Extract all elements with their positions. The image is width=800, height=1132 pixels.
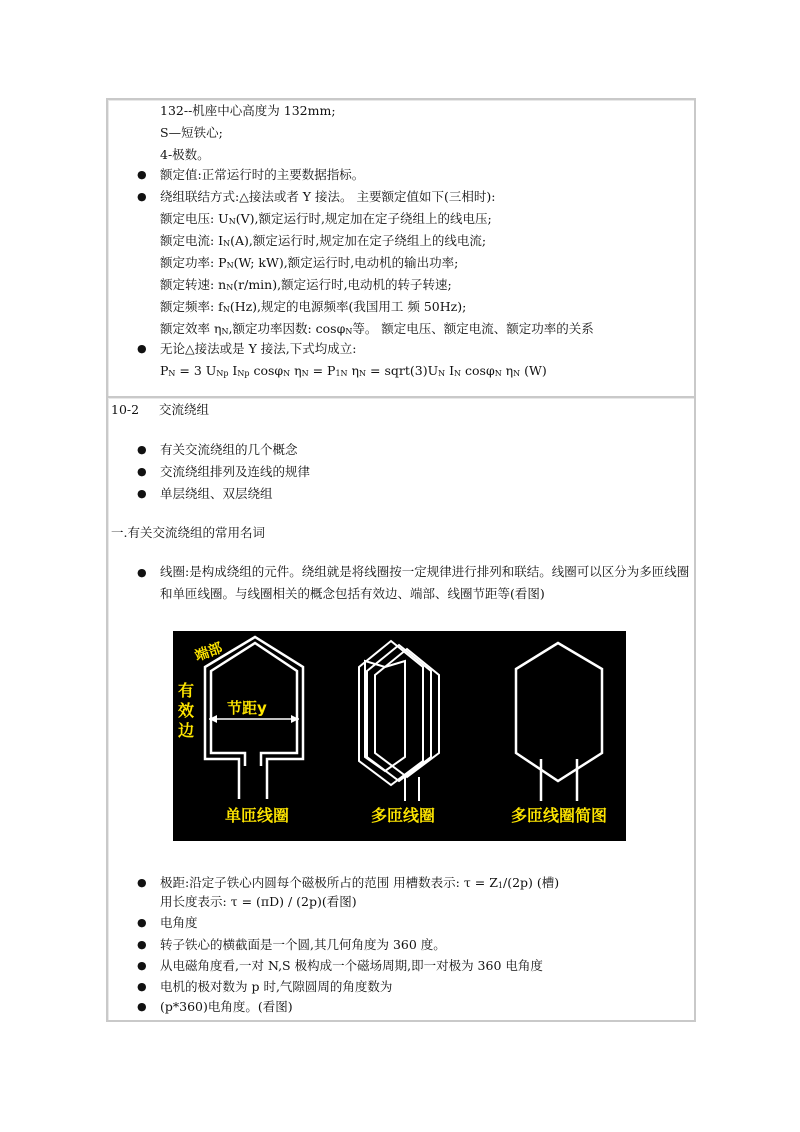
bullet-icon: ●: [137, 980, 147, 993]
connection-method: 绕组联结方式:△接法或者 Y 接法。 主要额定值如下(三相时):: [160, 189, 496, 204]
side-label-2: 效: [178, 701, 195, 720]
bullet-icon: ●: [137, 190, 147, 203]
pole-pitch-length: 用长度表示: τ = (πD) / (2p)(看图): [160, 894, 357, 909]
bullet-icon: ●: [137, 566, 147, 579]
section-title: 交流绕组: [158, 402, 209, 417]
any-connection-note: 无论△接法或是 Y 接法,下式均成立:: [160, 341, 357, 356]
model-line-poles: 4-极数。: [160, 147, 210, 162]
model-line-frame-height: 132--机座中心高度为 132mm;: [160, 103, 336, 118]
side-label-1: 有: [178, 681, 195, 700]
bullet-icon: ●: [137, 876, 147, 889]
bullet-icon: ●: [137, 342, 147, 355]
bullet-icon: ●: [137, 938, 147, 951]
caption-multi-turn-simple: 多匝线圈简图: [511, 806, 608, 825]
pitch-label: 节距y: [227, 699, 267, 717]
multi-turn-coil: [359, 641, 439, 801]
electrical-angle-item: (p*360)电角度。(看图): [160, 999, 293, 1014]
rated-frequency: 额定频率: $f_N(Hz)$,规定的电源频率(我国用工 频 50Hz);: [160, 299, 467, 314]
electrical-angle-item: 从电磁角度看,一对 N,S 极构成一个磁场周期,即一对极为 360 电角度: [160, 958, 543, 973]
rated-power: 额定功率: $P_N(W$; kW),额定运行时,电动机的输出功率;: [160, 255, 459, 270]
bullet-icon: ●: [137, 465, 147, 478]
subheading-terms: 一.有关交流绕组的常用名词: [111, 525, 265, 540]
pole-pitch-slots: 极距:沿定子铁心内圆每个磁极所占的范围 用槽数表示: $\tau = Z_1/(2p)$ (槽): [160, 875, 560, 890]
end-label: 端部: [192, 640, 225, 665]
topic-item: 交流绕组排列及连线的规律: [160, 464, 311, 479]
bullet-icon: ●: [137, 487, 147, 500]
section-heading: [111, 401, 209, 419]
electrical-angle-item: 电角度: [160, 915, 198, 930]
bullet-icon: ●: [137, 443, 147, 456]
rated-values-definition: 额定值:正常运行时的主要数据指标。: [160, 167, 365, 182]
section-number: 10-2: [111, 402, 140, 417]
single-turn-coil: [205, 637, 303, 799]
electrical-angle-item: 电机的极对数为 p 时,气隙圆周的角度数为: [160, 979, 393, 994]
coil-diagram: [173, 631, 626, 841]
rated-efficiency: 额定效率 $\eta_N$,额定功率因数: cosφ$_N$等。 额定电压、额定电流、额定功率的关系: [160, 321, 594, 336]
topic-item: 有关交流绕组的几个概念: [160, 442, 298, 457]
side-label-3: 边: [178, 721, 195, 740]
power-formula: $P_N = 3$ $U_{Np}$ $I_{Np}$ cosφ$_N$ $\eta_N = P_{1N}$ $\eta_N$ = $sqrt(3)U_N$ $I_N$ cosφ$_N$ $\eta_N$ (W): [160, 363, 547, 378]
bullet-icon: ●: [137, 168, 147, 181]
simplified-coil-hexagon: [516, 643, 602, 781]
rated-voltage: 额定电压: $U_N(V)$,额定运行时,规定加在定子绕组上的线电压;: [160, 211, 492, 226]
figure-labels: [178, 639, 607, 825]
bullet-icon: ●: [137, 959, 147, 972]
topic-item: 单层绕组、双层绕组: [160, 486, 273, 501]
multi-coil-loop: [365, 661, 405, 771]
electrical-angle-item: 转子铁心的横截面是一个圆,其几何角度为 360 度。: [160, 937, 446, 952]
coil-definition: 线圈:是构成绕组的元件。绕组就是将线圈按一定规律进行排列和联结。线圈可以区分为多匝线圈和单匝线圈。与线圈相关的概念包括有效边、端部、线圈节距等(看图): [160, 564, 690, 601]
bullet-icon: ●: [137, 916, 147, 929]
bullet-icon: ●: [137, 1000, 147, 1013]
model-line-short-core: S—短铁心;: [160, 125, 223, 140]
coil-diagram-svg: [173, 631, 626, 841]
caption-multi-turn: 多匝线圈: [371, 806, 436, 825]
rated-speed: 额定转速: $n_N(r/\min)$,额定运行时,电动机的转子转速;: [160, 277, 452, 292]
rated-current: 额定电流: $I_N(A)$,额定运行时,规定加在定子绕组上的线电流;: [160, 233, 487, 248]
multi-turn-coil-simplified: [516, 643, 602, 801]
caption-single-turn: 单匝线圈: [225, 806, 290, 825]
